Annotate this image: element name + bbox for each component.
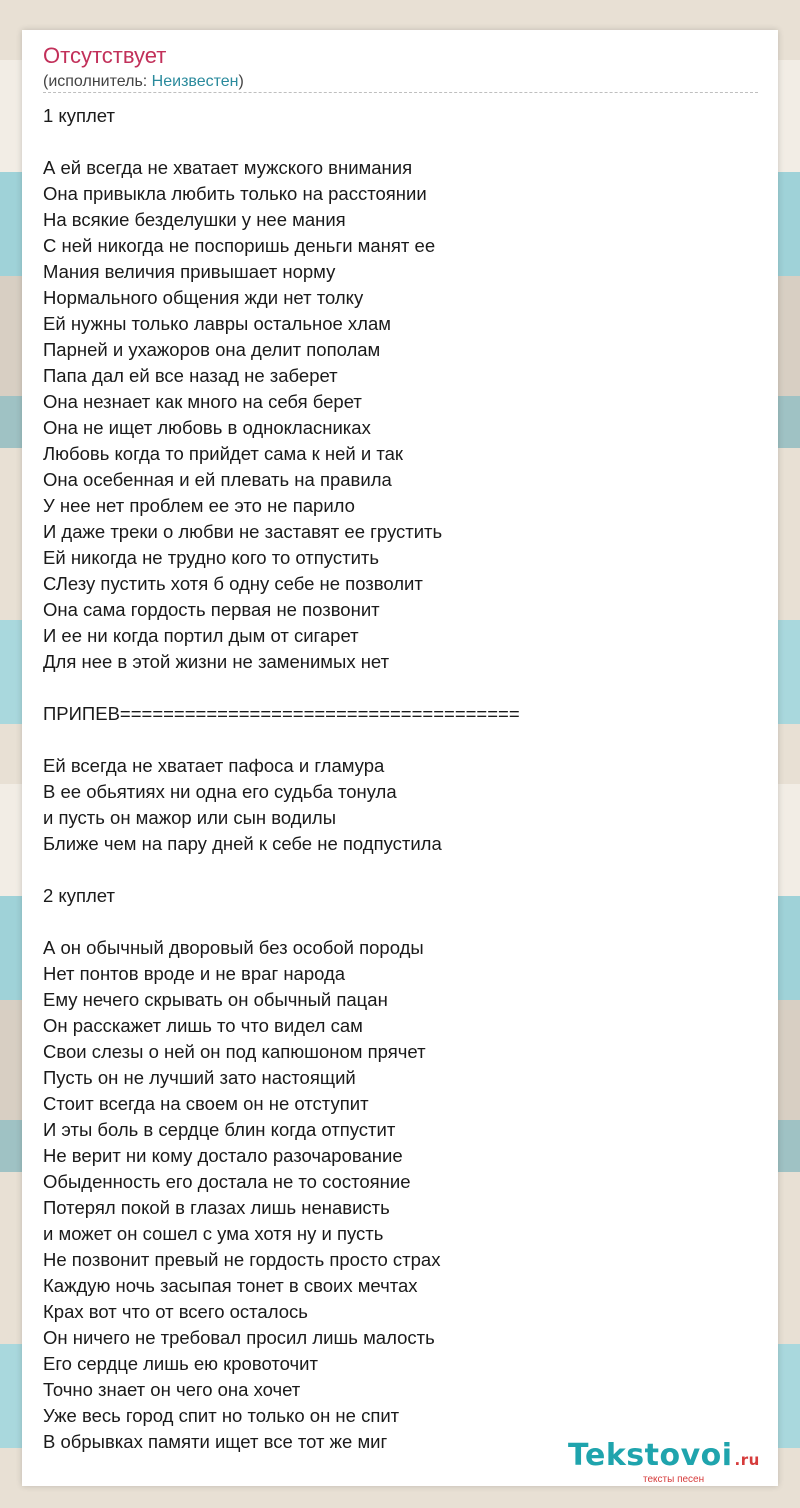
lyrics-line: Она не ищет любовь в однокласниках [43,417,371,438]
lyrics-line: А ей всегда не хватает мужского внимания [43,157,413,178]
lyrics-line: Крах вот что от всего осталось [43,1301,308,1322]
lyrics-line: 2 куплет [43,885,115,906]
lyrics-line: В обрывках памяти ищет все тот же миг [43,1431,388,1452]
lyrics-line: СЛезу пустить хотя б одну себе не позволит [43,573,423,594]
lyrics-line: и пусть он мажор или сын водилы [43,807,337,828]
lyrics-line: Мания величия привышает норму [43,261,336,282]
lyrics-blank-line [43,727,758,753]
lyrics-line: Любовь когда то прийдет сама к ней и так [43,443,404,464]
lyrics-line: И ее ни когда портил дым от сигарет [43,625,359,646]
lyrics-line: Нормального общения жди нет толку [43,287,364,308]
lyrics-line: Ему нечего скрывать он обычный пацан [43,989,388,1010]
lyrics-line: Потерял покой в глазах лишь ненависть [43,1197,390,1218]
artist-suffix: ) [238,73,244,90]
lyrics-line: Ей всегда не хватает пафоса и гламура [43,755,385,776]
lyrics-line: Он расскажет лишь то что видел сам [43,1015,363,1036]
logo-domain: .ru [734,1451,760,1469]
logo-name: Tekstovoi [568,1438,733,1473]
lyrics-line: Она осебенная и ей плевать на правила [43,469,392,490]
artist-link[interactable]: Неизвестен [151,73,239,90]
artist-line [43,73,244,91]
artist-prefix: (исполнитель: [43,73,152,90]
lyrics-line: Точно знает он чего она хочет [43,1379,301,1400]
lyrics-line: И эты боль в сердце блин когда отпустит [43,1119,396,1140]
lyrics-line: Не позвонит превый не гордость просто страх [43,1249,441,1270]
lyrics-line: и может он сошел с ума хотя ну и пусть [43,1223,384,1244]
lyrics-blank-line [43,909,758,935]
lyrics-line: Парней и ухажоров она делит пополам [43,339,381,360]
lyrics-line: В ее обьятиях ни одна его судьба тонула [43,781,397,802]
lyrics-line: Каждую ночь засыпая тонет в своих мечтах [43,1275,418,1296]
lyrics-text [43,103,758,1455]
header-divider [43,92,758,93]
lyrics-line: Уже весь город спит но только он не спит [43,1405,400,1426]
lyrics-line: Ближе чем на пару дней к себе не подпустила [43,833,442,854]
lyrics-line: Она незнает как много на себя берет [43,391,362,412]
lyrics-line: Она привыкла любить только на расстоянии [43,183,427,204]
lyrics-line: Она сама гордость первая не позвонит [43,599,380,620]
lyrics-line: С ней никогда не поспоришь деньги манят ее [43,235,436,256]
lyrics-line: А он обычный дворовый без особой породы [43,937,424,958]
lyrics-line: Ей никогда не трудно кого то отпустить [43,547,380,568]
lyrics-line: Не верит ни кому достало разочарование [43,1145,403,1166]
lyrics-line: Стоит всегда на своем он не отступит [43,1093,369,1114]
lyrics-line: У нее нет проблем ее это не парило [43,495,355,516]
site-logo[interactable] [568,1438,772,1485]
lyrics-line: И даже треки о любви не заставят ее грустить [43,521,443,542]
lyrics-line: На всякие безделушки у нее мания [43,209,346,230]
lyrics-line: Свои слезы о ней он под капюшоном прячет [43,1041,426,1062]
lyrics-line: 1 куплет [43,105,115,126]
logo-wordmark [568,1438,760,1473]
lyrics-blank-line [43,675,758,701]
lyrics-line: Для нее в этой жизни не заменимых нет [43,651,390,672]
lyrics-line: Нет понтов вроде и не враг народа [43,963,346,984]
lyrics-line: Пусть он не лучший зато настоящий [43,1067,356,1088]
lyrics-line: Обыденность его достала не то состояние [43,1171,411,1192]
lyrics-line: Он ничего не требовал просил лишь малость [43,1327,435,1348]
logo-tagline: тексты песен [643,1474,705,1485]
lyrics-line: Ей нужны только лавры остальное хлам [43,313,391,334]
song-title: Отсутствует [43,43,167,68]
lyrics-line: Его сердце лишь ею кровоточит [43,1353,318,1374]
lyrics-line: ПРИПЕВ===================================== [43,703,520,724]
lyrics-blank-line [43,857,758,883]
lyrics-card [22,30,778,1486]
lyrics-line: Папа дал ей все назад не заберет [43,365,338,386]
lyrics-blank-line [43,129,758,155]
